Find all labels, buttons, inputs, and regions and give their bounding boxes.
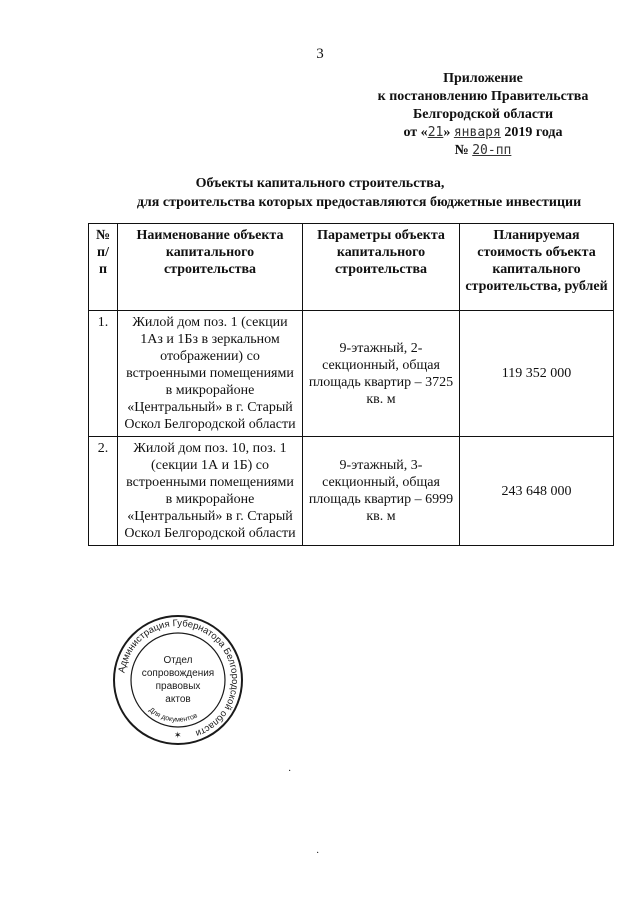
stamp-outer-text: Администрация Губернатора Белгородской области <box>116 617 241 739</box>
scan-speck: · <box>316 848 320 859</box>
date-day: 21 <box>427 125 444 140</box>
date-suffix: 2019 года <box>500 125 563 140</box>
appendix-number <box>352 142 614 160</box>
scan-speck: · <box>288 766 292 777</box>
header-params: Параметры объекта капитального строительства <box>303 224 460 311</box>
appendix-block <box>352 70 614 160</box>
stamp-inner-line4: актов <box>165 694 191 705</box>
table-row <box>89 437 614 546</box>
appendix-title: Приложение <box>443 71 523 86</box>
row-num: 2. <box>89 437 118 546</box>
star-icon: ✶ <box>174 731 182 741</box>
stamp-inner-line1: Отдел <box>163 655 193 666</box>
stamp-inner-ring <box>131 633 225 727</box>
stamp-bottom-text: Для документов <box>147 706 199 724</box>
row-params: 9-этажный, 3-секционный, общая площадь квартир – 6999 кв. м <box>303 437 460 546</box>
objects-table <box>88 223 614 546</box>
office-stamp <box>112 614 244 746</box>
date-mid: » <box>443 125 454 140</box>
row-params: 9-этажный, 2-секционный, общая площадь квартир – 3725 кв. м <box>303 311 460 437</box>
document-title <box>0 174 640 212</box>
document-title-line1: Объекты капитального строительства, <box>195 176 445 191</box>
header-num: № п/п <box>89 224 118 311</box>
stamp-graphic <box>112 614 244 746</box>
number-value: 20-пп <box>472 143 512 158</box>
appendix-resolution: к постановлению Правительства <box>377 89 589 104</box>
page-number: 3 <box>316 46 324 62</box>
header-cost: Планируемая стоимость объекта капитального строительства, рублей <box>460 224 614 311</box>
stamp-inner-line3: правовых <box>155 681 201 692</box>
table-header-row <box>89 224 614 311</box>
stamp-inner-line2: сопровождения <box>141 668 215 679</box>
row-cost: 119 352 000 <box>460 311 614 437</box>
appendix-date <box>352 124 614 142</box>
row-num: 1. <box>89 311 118 437</box>
appendix-region: Белгородской области <box>412 107 554 122</box>
table-row <box>89 311 614 437</box>
date-prefix: от « <box>403 125 428 140</box>
row-cost: 243 648 000 <box>460 437 614 546</box>
stamp-outer-ring <box>114 616 242 744</box>
document-title-line2: для строительства которых предоставляются бюджетные инвестиции <box>136 195 582 210</box>
date-month: января <box>453 125 501 140</box>
row-name: Жилой дом поз. 1 (секции 1Аз и 1Бз в зеркальном отображении) со встроенными помещениями в микрорайоне «Центральный» в г. Старый Оскол Белгородской области <box>118 311 303 437</box>
row-name: Жилой дом поз. 10, поз. 1 (секции 1А и 1Б) со встроенными помещениями в микрорайоне «Центральный» в г. Старый Оскол Белгородской области <box>118 437 303 546</box>
number-prefix: № <box>454 143 473 158</box>
header-name: Наименование объекта капитального строительства <box>118 224 303 311</box>
